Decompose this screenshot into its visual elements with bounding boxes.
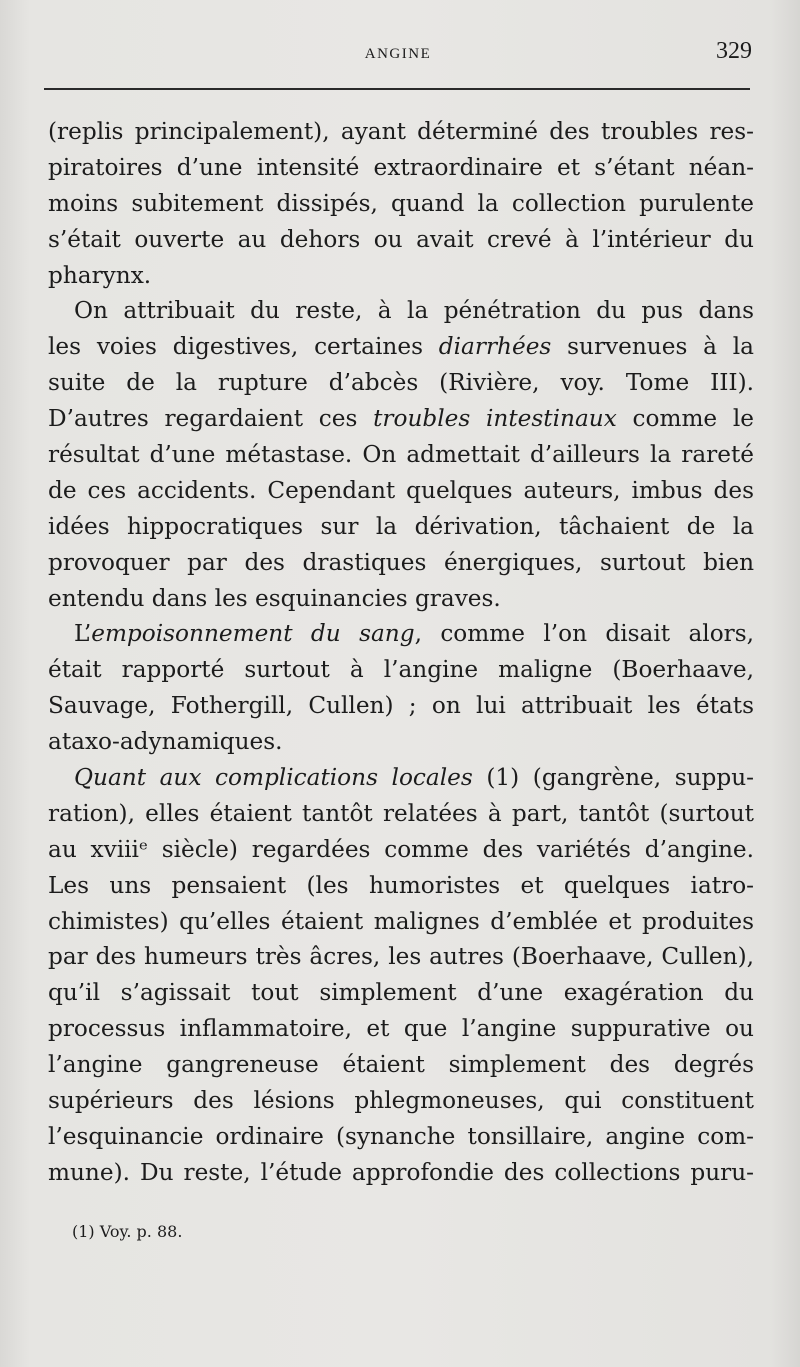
text-segment: Sauvage, Fothergill, Cullen) ; on lui attribuait les états <box>48 692 754 720</box>
text-line <box>48 222 754 258</box>
text-segment: , comme l’on disait alors, <box>414 620 754 648</box>
text-segment: qu’il s’agissait tout simplement d’une exagération du <box>48 979 754 1007</box>
text-line <box>48 688 754 724</box>
text-segment: idées hippocratiques sur la dérivation, tâchaient de la <box>48 512 754 540</box>
text-line <box>48 114 754 150</box>
text-segment: piratoires d’une intensité extraordinaire et s’étant néan- <box>48 153 754 181</box>
text-segment: D’autres regardaient ces <box>48 405 374 433</box>
text-segment: (1) (gangrène, suppu- <box>472 764 754 792</box>
text-segment: supérieurs des lésions phlegmoneuses, qui constituent <box>48 1087 754 1115</box>
text-line <box>48 868 754 904</box>
text-segment: l’esquinancie ordinaire (synanche tonsillaire, angine com- <box>48 1122 754 1150</box>
text-segment: ration), elles étaient tantôt relatées à part, tantôt (surtout <box>48 799 754 827</box>
text-segment: mune). Du reste, l’étude approfondie des collections puru- <box>48 1158 754 1186</box>
text-segment: Les uns pensaient (les humoristes et quelques iatro- <box>48 871 754 899</box>
text-line <box>48 616 754 652</box>
text-line <box>48 652 754 688</box>
page-number: 329 <box>716 38 752 64</box>
text-segment: suite de la rupture d’abcès (Rivière, voy. Tome III). <box>48 369 754 397</box>
text-segment: chimistes) qu’elles étaient malignes d’emblée et produites <box>48 907 754 935</box>
text-segment: les voies digestives, certaines <box>48 333 439 361</box>
text-line <box>48 509 754 545</box>
text-line <box>48 939 754 975</box>
italic-text: troubles intestinaux <box>373 405 617 433</box>
text-line <box>48 904 754 940</box>
italic-text: Quant aux complications locales <box>74 764 473 792</box>
text-line <box>48 293 754 329</box>
text-line <box>48 1083 754 1119</box>
italic-text: empoisonnement du sang <box>91 620 415 648</box>
footnote: (1) Voy. p. 88. <box>72 1222 183 1241</box>
text-segment: par des humeurs très âcres, les autres (Boerhaave, Cullen), <box>48 943 754 971</box>
text-line <box>48 401 754 437</box>
text-line <box>48 1155 754 1191</box>
text-line <box>48 975 754 1011</box>
text-line <box>48 760 754 796</box>
italic-text: diarrhées <box>438 333 552 361</box>
text-line <box>48 796 754 832</box>
text-line <box>48 186 754 222</box>
text-line <box>48 437 754 473</box>
text-segment: ataxo-adynamiques. <box>48 728 283 756</box>
text-line <box>48 581 754 617</box>
text-line <box>48 1119 754 1155</box>
text-segment: s’était ouverte au dehors ou avait crevé à l’intérieur du <box>48 225 754 253</box>
text-line <box>48 1011 754 1047</box>
text-segment: de ces accidents. Cependant quelques auteurs, imbus des <box>48 476 754 504</box>
text-segment: L’ <box>74 620 92 648</box>
text-line <box>48 1047 754 1083</box>
text-segment: était rapporté surtout à l’angine maligne (Boerhaave, <box>48 656 754 684</box>
text-segment: survenues à la <box>551 333 754 361</box>
text-segment: (replis principalement), ayant déterminé des troubles res- <box>48 118 754 145</box>
text-segment: provoquer par des drastiques énergiques, surtout bien <box>48 548 754 576</box>
text-segment: processus inflammatoire, et que l’angine suppurative ou <box>48 1015 754 1043</box>
text-line <box>48 258 754 294</box>
text-segment: pharynx. <box>48 261 152 289</box>
running-title: ANGINE <box>364 46 432 62</box>
running-head <box>44 36 752 70</box>
text-line <box>48 545 754 581</box>
header-rule <box>44 88 750 90</box>
text-segment: moins subitement dissipés, quand la collection purulente <box>48 189 754 217</box>
text-line <box>48 724 754 760</box>
text-segment: On attribuait du reste, à la pénétration du pus dans <box>74 297 754 325</box>
text-line <box>48 473 754 509</box>
text-line <box>48 832 754 868</box>
text-segment: résultat d’une métastase. On admettait d’ailleurs la rareté <box>48 441 754 469</box>
text-line <box>48 365 754 401</box>
text-segment: comme le <box>616 405 754 433</box>
text-line <box>48 150 754 186</box>
text-segment: l’angine gangreneuse étaient simplement des degrés <box>48 1051 754 1079</box>
text-segment: entendu dans les esquinancies graves. <box>48 584 501 612</box>
body-text <box>48 114 754 1191</box>
text-segment: au xviiiᵉ siècle) regardées comme des variétés d’angine. <box>48 835 754 863</box>
text-line <box>48 329 754 365</box>
